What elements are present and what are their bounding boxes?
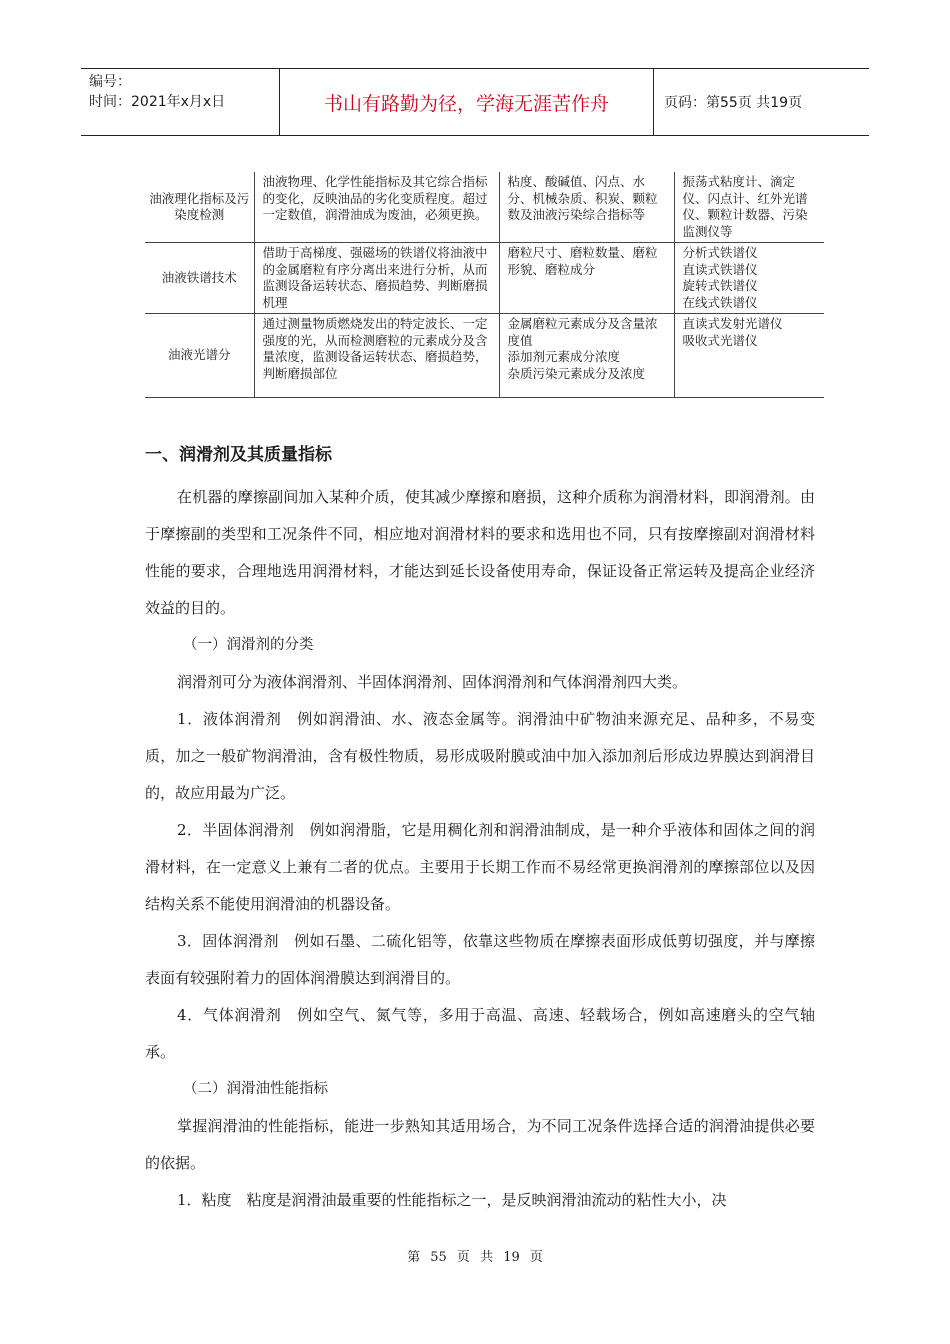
instrument-line: 直读式发射光谱仪 [682,316,783,331]
method-params-cell [499,172,674,243]
instrument-line: 直读式铁谱仪 [682,261,758,277]
paragraph: 2．半固体润滑剂 例如润滑脂，它是用稠化剂和润滑油制成，是一种介乎液体和固体之间的润滑材料，在一定意义上兼有二者的优点。主要用于长期工作而不易经常更换润滑剂的摩擦部位以及因结构关系不能使用润滑油的机器设备。 [145,821,815,913]
param-line: 杂质污染元素成分及浓度 [507,365,646,381]
subsection-heading: （一）润滑剂的分类 [183,637,314,653]
header-motto: 书山有路勤为径，学海无涯苦作舟 [280,69,654,135]
doc-date-label: 时间：2021年x月x日 [89,94,226,110]
method-instruments-cell [674,314,824,398]
table-row [145,243,824,314]
paragraph: 润滑剂可分为液体润滑剂、半固体润滑剂、固体润滑剂和气体润滑剂四大类。 [177,673,688,691]
method-name-cell: 油液铁谱技术 [161,269,237,285]
instrument-line: 在线式铁谱仪 [682,294,758,310]
param-line: 粘度、酸碱值、闪点、水分、机械杂质、积炭、颗粒数及油液污染综合指标等 [507,174,658,222]
method-name-cell: 油液光谱分 [167,347,231,363]
paragraph: 1．液体润滑剂 例如润滑油、水、液态金属等。润滑油中矿物油来源充足、品种多，不易变质，加之一般矿物润滑油，含有极性物质，易形成吸附膜或油中加入添加剂后形成边界膜达到润滑目的，故应用最为广泛。 [145,710,815,802]
document-body [145,425,815,1219]
page-footer: 第 55 页 共 19 页 [407,1250,543,1265]
page-header [81,68,869,136]
instrument-line: 振荡式粘度计、滴定仪、闪点计、红外光谱仪、颗粒计数器、污染监测仪等 [682,174,808,239]
method-desc-cell: 油液物理、化学性能指标及其它综合指标的变化，反映油品的劣化变质程度。超过一定数值，润滑油成为废油，必须更换。 [254,172,499,243]
doc-number-label: 编号： [89,74,131,90]
method-params-cell [499,243,674,314]
method-instruments-cell [674,172,824,243]
paragraph: 3．固体润滑剂 例如石墨、二硫化铝等，依靠这些物质在摩擦表面形成低剪切强度，并与摩擦表面有较强附着力的固体润滑膜达到润滑目的。 [145,932,815,987]
method-name-cell: 油液理化指标及污染度检测 [149,190,250,222]
paragraph: 1．粘度 粘度是润滑油最重要的性能指标之一，是反映润滑油流动的粘性大小，决 [177,1191,727,1209]
table-row [145,172,824,243]
method-instruments-cell [674,243,824,314]
header-page-info: 页码：第55页 共19页 [664,95,803,111]
section-heading: 一、润滑剂及其质量指标 [145,445,332,465]
instrument-line: 吸收式光谱仪 [682,332,758,348]
param-line: 磨粒尺寸、磨粒数量、磨粒形貌、磨粒成分 [507,245,658,277]
param-line: 金属磨粒元素成分及含量浓度值 [507,316,658,348]
paragraph: 在机器的摩擦副间加入某种介质，使其减少摩擦和磨损，这种介质称为润滑材料，即润滑剂。由于摩擦副的类型和工况条件不同，相应地对润滑材料的要求和选用也不同，只有按摩擦副对润滑材料性能的要求，合理地选用润滑材料，才能达到延长设备使用寿命，保证设备正常运转及提高企业经济效益的目的。 [145,488,815,617]
param-line: 添加剂元素成分浓度 [507,349,621,364]
table-row [145,314,824,398]
method-desc-cell: 通过测量物质燃烧发出的特定波长、一定强度的光，从而检测磨粒的元素成分及含量浓度，监测设备运转状态、磨损趋势，判断磨损部位 [254,314,499,398]
monitoring-methods-table [145,172,824,398]
paragraph: 掌握润滑油的性能指标，能进一步熟知其适用场合，为不同工况条件选择合适的润滑油提供必要的依据。 [145,1117,815,1172]
header-info [81,69,280,135]
paragraph: 4．气体润滑剂 例如空气、氮气等，多用于高温、高速、轻载场合，例如高速磨头的空气轴承。 [145,1006,815,1061]
instrument-line: 分析式铁谱仪 [682,245,758,260]
method-params-cell [499,314,674,398]
subsection-heading: （二）润滑油性能指标 [183,1081,328,1097]
instrument-line: 旋转式铁谱仪 [682,278,758,293]
method-desc-cell: 借助于高梯度、强磁场的铁谱仪将油液中的金属磨粒有序分离出来进行分析，从而监测设备运转状态、磨损趋势、判断磨损机理 [254,243,499,314]
